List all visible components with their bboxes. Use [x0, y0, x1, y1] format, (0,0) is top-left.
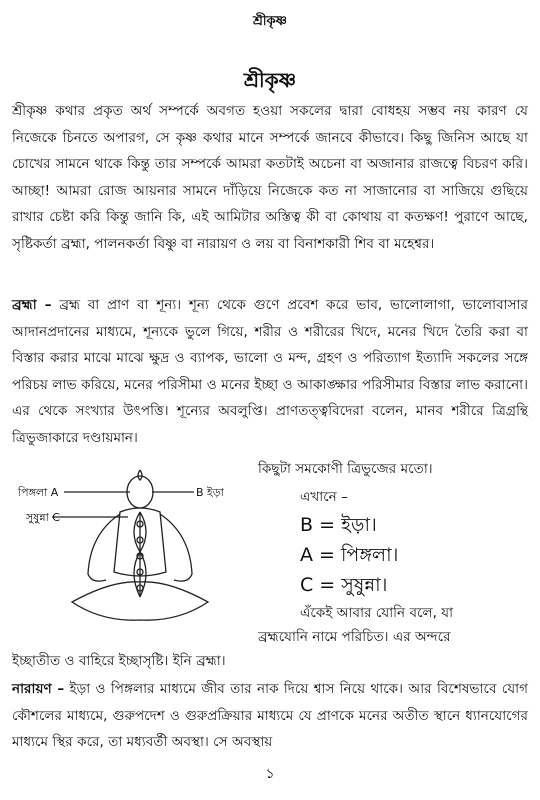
brahma-text: ব্রহ্ম বা প্রাণ বা শূন্য। শূন্য থেকে গুণে প্রবেশ করে ভাব, ভালোলাগা, ভালোবাসার আদানপ্রদানের মাধ্যমে, শূন্যকে ভুলে গিয়ে, শরীর ও শরীরের খিদে, মনের খিদে তৈরি করা বা বিস্তার করার মাঝে মাঝে ক্ষুদ্র ও ব্যাপক, ভালো ও মন্দ, গ্রহণ ও পরিত্যাগ ইত্যাদি সকলের সঙ্গে পরিচয় লাভ করিয়ে, মনের পরিসীমা ও মনের ইচ্ছা ও আকাঙ্ক্ষার পরিসীমার বিস্তার লাভ করানো। এর থেকে সংখ্যার উৎপত্তি। শূন্যের অবলুপ্তি। প্রাণতত্ত্ববিদেরা বলেন, মানব শরীরে ত্রিগ্রন্থি ত্রিভুজাকারে দণ্ডায়মান। [12, 297, 528, 446]
paragraph-brahma [12, 292, 528, 451]
equation-a: A = পিঙ্গলা। [300, 544, 399, 566]
paragraph-intro: শ্রীকৃষ্ণ কথার প্রকৃত অর্থ সম্পর্কে অবগত হওয়া সকলের দ্বারা বোধহয় সম্ভব নয় কারণ যে নিজেকে চিনতে অপারগ, সে কৃষ্ণ কথার মানে সম্পর্কে জানবে কীভাবে। কিছু জিনিস আছে যা চোখের সামনে থাকে কিন্তু তার সম্পর্কে আমরা কতটাই অচেনা বা অজানার রাজত্বে বিচরণ করি। আচ্ছা! আমরা রোজ আয়নার সামনে দাঁড়িয়ে নিজেকে কত না সাজানোর বা সাজিয়ে গুছিয়ে রাখার চেষ্টা করি কিন্তু জানি কি, এই আমিটার অস্তিত্ব কী বা কোথায় বা কতক্ষণ! পুরাণে আছে, সৃষ্টিকর্তা ব্রহ্মা, পালনকর্তা বিষ্ণু বা নারায়ণ ও লয় বা বিনাশকারী শিব বা মহেশ্বর। [12, 103, 528, 252]
running-header: শ্রীকৃষ্ণ [253, 14, 287, 29]
side-tail-2: ব্রহ্মযোনি নামে পরিচিত। এর অন্দরে [258, 629, 451, 645]
label-sushumna: সুষুন্না C [26, 511, 60, 524]
side-line: কিছুটা সমকোণী ত্রিভুজের মতো। [258, 461, 433, 477]
narayan-lead: নারায়ণ – [12, 681, 65, 697]
equation-b: B = ইড়া। [300, 514, 377, 536]
brahma-lead: ব্রহ্মা – [12, 297, 52, 313]
yoga-figure [12, 462, 262, 642]
label-ida: B ইড়া [196, 486, 224, 499]
label-pingala: পিঙ্গলা A [18, 486, 59, 499]
paragraph-iccha: ইচ্ছাতীত ও বাহিরে ইচ্ছাসৃষ্টি। ইনি ব্রহ্মা। [12, 653, 226, 669]
side-tail-1: এঁকেই আবার যোনি বলে, যা [300, 605, 454, 621]
ekhane-label: এখানে – [300, 489, 348, 505]
equation-c: C = সুষুন্না। [300, 574, 388, 596]
paragraph-narayan [12, 676, 528, 756]
page-title: শ্রীকৃষ্ণ [243, 68, 297, 92]
page-number: ১ [265, 766, 275, 782]
narayan-text: ইড়া ও পিঙ্গলার মাধ্যমে জীব তার নাক দিয়ে শ্বাস নিয়ে থাকে। আর বিশেষভাবে যোগ কৌশলের মাধ্যমে, গুরুপদেশ ও গুরুপ্রক্রিয়ার মাধ্যমে যে প্রাণকে মনের অতীত স্থানে ধ্যানযোগের মাধ্যমে স্থির করে, তা মধ্যবর্তী অবস্থা। সে অবস্থায় [12, 681, 529, 750]
